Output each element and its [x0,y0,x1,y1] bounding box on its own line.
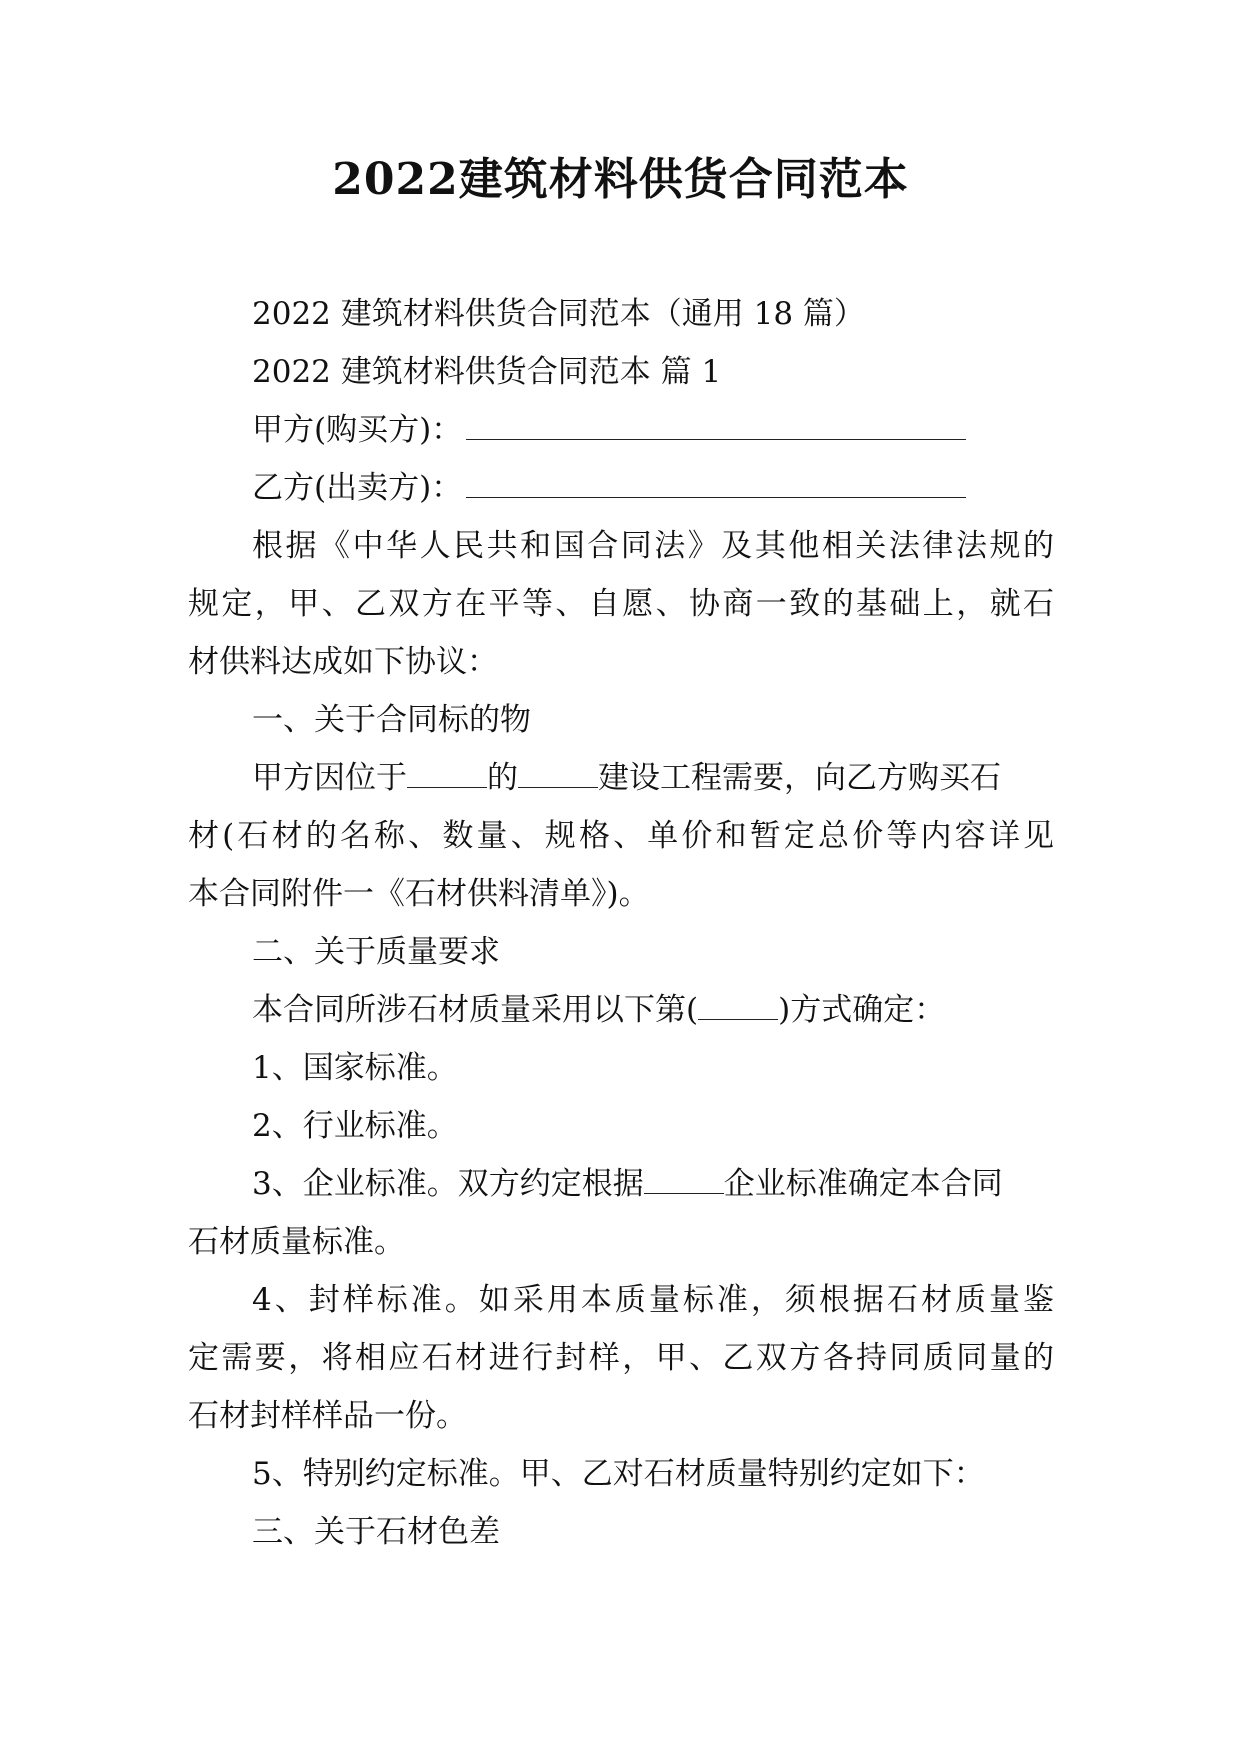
project-blank[interactable] [518,763,598,788]
item-3-line-1 [188,1155,1054,1213]
item-3-text-b: 企业标准确定本合同 [723,1166,1003,1202]
method-blank[interactable] [698,995,778,1020]
location-blank[interactable] [407,763,487,788]
section1-text-b: 的 [487,760,518,796]
section-heading: 2022 建筑材料供货合同范本 篇 1 [252,354,722,390]
section1-title: 一、关于合同标的物 [252,702,531,738]
document-body [188,285,1054,1561]
section2-text-b: )方式确定： [778,992,946,1028]
party-a-label: 甲方(购买方)： [252,412,463,448]
section1-line-1 [188,749,1054,807]
intro-line-1: 根据《中华人民共和国合同法》及其他相关法律法规的 [252,528,1054,564]
item-1: 1、国家标准。 [252,1050,458,1086]
subtitle: 2022 建筑材料供货合同范本（通用 18 篇） [252,296,865,332]
item-5: 5、特别约定标准。甲、乙对石材质量特别约定如下： [252,1456,985,1492]
intro-line-2: 规定，甲、乙双方在平等、自愿、协商一致的基础上，就石 [188,586,1054,622]
party-a-line [188,401,1054,459]
enterprise-standard-blank[interactable] [644,1169,724,1194]
section1-text-c: 建设工程需要，向乙方购买石 [598,760,1001,796]
party-b-label: 乙方(出卖方)： [252,470,463,506]
item-4-line-2: 定需要，将相应石材进行封样，甲、乙双方各持同质同量的 [188,1340,1054,1376]
item-2: 2、行业标准。 [252,1108,458,1144]
party-b-line [188,459,1054,517]
party-b-blank[interactable] [466,473,966,498]
item-4-line-3: 石材封样样品一份。 [188,1398,467,1434]
section3-title: 三、关于石材色差 [252,1514,500,1550]
section2-line-1 [188,981,1054,1039]
item-4-line-1: 4、封样标准。如采用本质量标准，须根据石材质量鉴 [252,1282,1054,1318]
item-3-text-a: 3、企业标准。双方约定根据 [252,1166,644,1202]
section2-text-a: 本合同所涉石材质量采用以下第( [252,992,699,1028]
document-title: 2022建筑材料供货合同范本 [332,154,909,205]
party-a-blank[interactable] [466,415,966,440]
section1-line-3: 本合同附件一《石材供料清单》)。 [188,876,650,912]
section1-text-a: 甲方因位于 [252,760,407,796]
item-3-line-2: 石材质量标准。 [188,1224,405,1260]
section1-line-2: 材(石材的名称、数量、规格、单价和暂定总价等内容详见 [188,818,1054,854]
section2-title: 二、关于质量要求 [252,934,500,970]
intro-line-3: 材供料达成如下协议： [188,644,498,680]
